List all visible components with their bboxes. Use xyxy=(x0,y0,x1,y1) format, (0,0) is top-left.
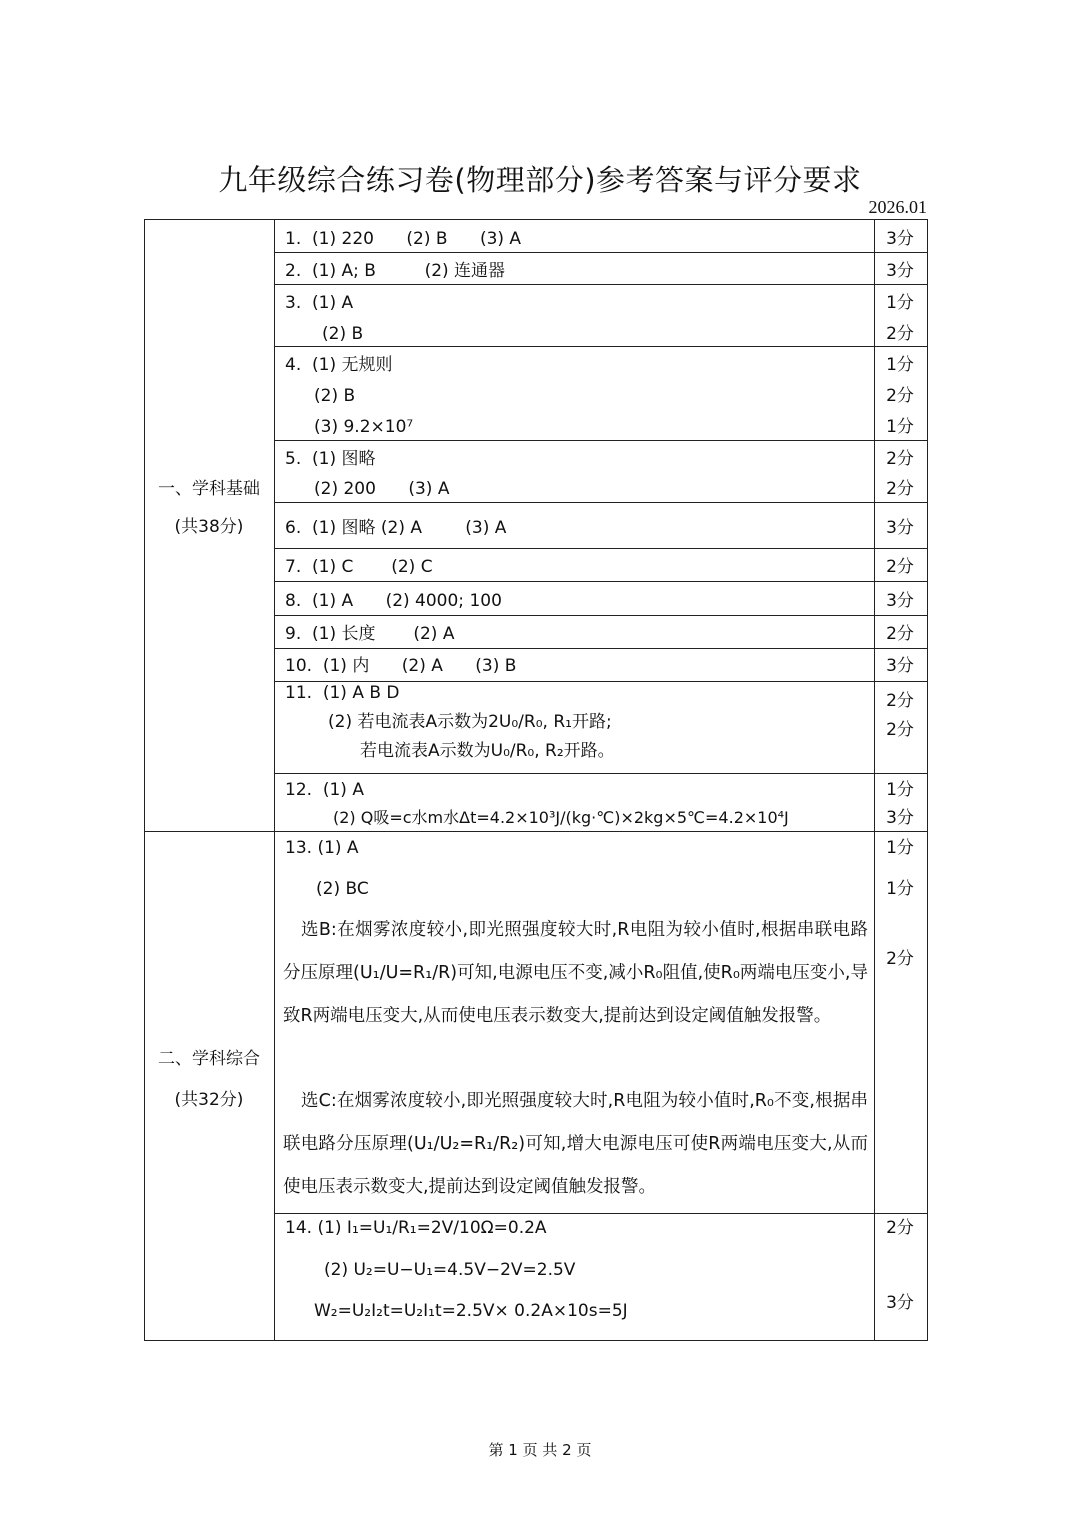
date-label: 2026.01 xyxy=(868,197,927,217)
row-divider xyxy=(274,615,928,616)
score: 2分 xyxy=(886,324,914,344)
score: 2分 xyxy=(886,624,914,644)
answer-line: 11. (1) A B D xyxy=(285,683,400,703)
col-divider-category xyxy=(274,219,275,1341)
row-divider xyxy=(274,1213,928,1214)
answer-line: (2) Q吸=c水m水Δt=4.2×10³J/(kg·℃)×2kg×5℃=4.2×10⁴J xyxy=(333,808,789,827)
answer-line: (2) 若电流表A示数为2U₀/R₀, R₁开路; xyxy=(328,712,612,732)
score: 3分 xyxy=(886,518,914,538)
row-divider xyxy=(274,284,928,285)
answer-line: W₂=U₂I₂t=U₂I₁t=2.5V× 0.2A×10s=5J xyxy=(314,1301,628,1321)
row-divider xyxy=(274,346,928,347)
score: 2分 xyxy=(886,449,914,469)
row-divider xyxy=(274,773,928,774)
score: 1分 xyxy=(886,293,914,313)
score: 3分 xyxy=(886,808,914,828)
section-2-total: (共32分) xyxy=(174,1090,244,1110)
score: 2分 xyxy=(886,720,914,740)
section-2-name: 二、学科综合 xyxy=(158,1049,260,1069)
answer-line: 7. (1) C (2) C xyxy=(285,557,433,577)
answer-line: 4. (1) 无规则 xyxy=(285,355,393,375)
answer-line: (2) B xyxy=(314,386,356,406)
row-divider xyxy=(274,581,928,582)
score: 3分 xyxy=(886,656,914,676)
answer-line: 1. (1) 220 (2) B (3) A xyxy=(285,229,522,249)
score: 1分 xyxy=(886,879,914,899)
answer-line: 6. (1) 图略 (2) A (3) A xyxy=(285,518,507,538)
score: 1分 xyxy=(886,780,914,800)
answer-line: 14. (1) I₁=U₁/R₁=2V/10Ω=0.2A xyxy=(285,1218,547,1238)
page-title: 九年级综合练习卷(物理部分)参考答案与评分要求 xyxy=(218,163,862,197)
answer-line: 3. (1) A xyxy=(285,293,354,313)
answer-line: 9. (1) 长度 (2) A xyxy=(285,624,455,644)
score: 1分 xyxy=(886,417,914,437)
answer-line: 5. (1) 图略 xyxy=(285,449,376,469)
score: 1分 xyxy=(886,838,914,858)
answer-line: 若电流表A示数为U₀/R₀, R₂开路。 xyxy=(360,741,615,761)
row-divider xyxy=(274,440,928,441)
answer-line: 13. (1) A xyxy=(285,838,359,858)
answer-line: (2) 200 (3) A xyxy=(314,479,450,499)
score: 2分 xyxy=(886,1218,914,1238)
answer-line: 8. (1) A (2) 4000; 100 xyxy=(285,591,502,611)
row-divider xyxy=(274,648,928,649)
page-footer: 第 1 页 共 2 页 xyxy=(488,1441,592,1459)
row-divider xyxy=(274,252,928,253)
score: 3分 xyxy=(886,1293,914,1313)
explanation-c: 选C:在烟雾浓度较小,即光照强度较大时,R电阻为较小值时,R₀不变,根据串联电路分压原理(U₁/U₂=R₁/R₂)可知,增大电源电压可使R两端电压变大,从而使电压表示数变大,提前达到设定阈值触发报警。 xyxy=(283,1091,868,1197)
score: 3分 xyxy=(886,591,914,611)
row-divider xyxy=(274,502,928,503)
score: 2分 xyxy=(886,557,914,577)
score: 2分 xyxy=(886,479,914,499)
score: 2分 xyxy=(886,691,914,711)
answer-line: 2. (1) A; B (2) 连通器 xyxy=(285,261,506,281)
explanation-b: 选B:在烟雾浓度较小,即光照强度较大时,R电阻为较小值时,根据串联电路分压原理(U₁/U=R₁/R)可知,电源电压不变,减小R₀阻值,使R₀两端电压变小,导致R两端电压变大,从而使电压表示数变大,提前达到设定阈值触发报警。 xyxy=(283,920,868,1026)
answer-line: (2) BC xyxy=(316,879,369,899)
score: 2分 xyxy=(886,949,914,969)
answer-line: (3) 9.2×10⁷ xyxy=(314,417,414,437)
answer-line: (2) U₂=U−U₁=4.5V−2V=2.5V xyxy=(324,1260,576,1280)
section-1-total: (共38分) xyxy=(174,517,244,537)
section-1-name: 一、学科基础 xyxy=(158,479,260,499)
score: 3分 xyxy=(886,261,914,281)
answer-line: 10. (1) 内 (2) A (3) B xyxy=(285,656,517,676)
row-divider xyxy=(274,548,928,549)
score: 3分 xyxy=(886,229,914,249)
answer-line: 12. (1) A xyxy=(285,780,364,800)
score: 1分 xyxy=(886,355,914,375)
score: 2分 xyxy=(886,386,914,406)
section-divider xyxy=(144,831,928,832)
answer-line: (2) B xyxy=(322,324,364,344)
